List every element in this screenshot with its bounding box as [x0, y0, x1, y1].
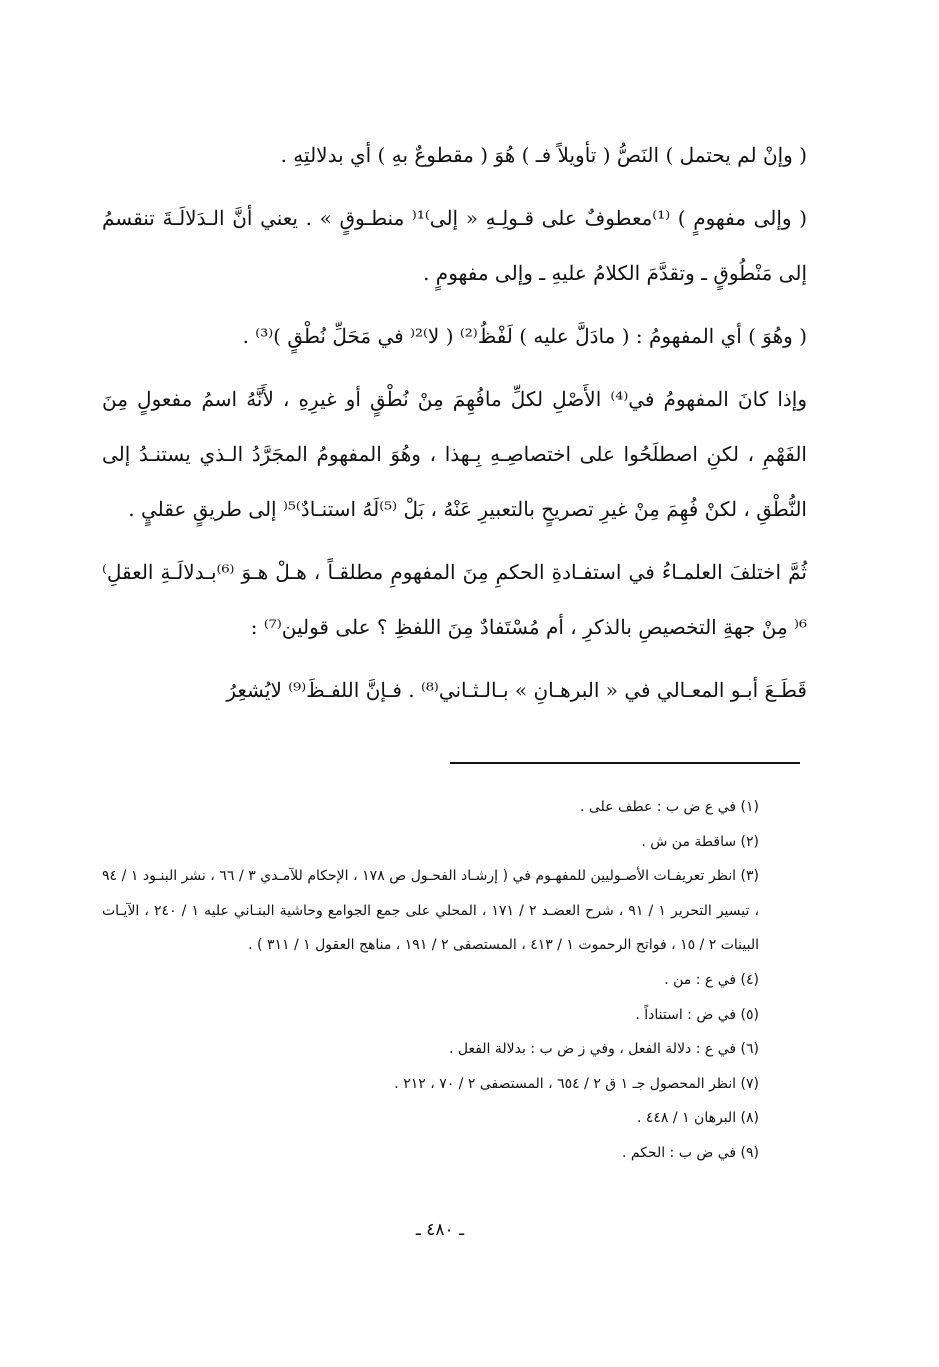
paragraph-2: ( وإلى مفهومٍ ) ⁽¹⁾معطوفٌ على قـولِـهِ « إلى⁾¹⁽ منطـوقٍ » . يعني أنَّ الـدَلالَـةَ تنقسمُ إلى مَنْطُوقٍ ـ وتقدَّمَ الكلامُ عليهِ ـ وإلى مفهومٍ . [102, 206, 808, 285]
main-text [102, 128, 807, 718]
footnote-9: (٩) في ض ب : الحكم . [621, 1144, 759, 1161]
footnote-4: (٤) في ع : من . [664, 971, 759, 988]
footnote-7: (٧) انظر المحصول جـ ١ ق ٢ / ٦٥٤ ، المستصفى ٢ / ٧٠ ، ٢١٢ . [394, 1075, 759, 1092]
paragraph-4: وإذا كانَ المفهومُ في⁽⁴⁾ الأَصْلِ لكلِّ مافُهِمَ مِنْ نُطْقٍ أو غيرِهِ ، لأَنَّهُ اسمُ مفعولٍ مِنَ الفَهْمِ ، لكنِ اصطلَحُوا على اختصاصِـهِ بِـهذا ، وهُوَ المفهومُ المجَرَّدُ الـذي يستنـدُ إلى النُّطْقِ ، لكنْ فُهِمَ مِنْ غيرِ تصريحٍ بالتعبيرِ عَنْهُ ، بَلْ ⁽⁵⁾لَهُ استنـادٌ⁾⁵⁽ إلى طريقٍ عقليٍ . [102, 387, 808, 521]
footnote-5: (٥) في ض : استناداً . [635, 1006, 759, 1023]
paragraph-3: ( وهُوَ ) أي المفهومُ : ( مادَلَّ عليه ) لَفْظُ⁽²⁾ ( لا⁾²⁽ في مَحَلِّ نُطْقٍ )⁽³⁾ . [242, 324, 807, 348]
footnotes [102, 790, 807, 1171]
paragraph-5: ثُمَّ اختلفَ العلمـاءُ في استفـادةِ الحكمِ مِنَ المفهومِ مطلقـاً ، هـلْ هـوَ ⁽⁶⁾بـدلالَـةِ العقلِ⁾⁶⁽ مِنْ جهةِ التخصيصِ بالذكرِ ، أم مُسْتَفادٌ مِنَ اللفظِ ؟ على قولين⁽⁷⁾ : [102, 560, 808, 639]
footnote-2: (٢) ساقطة من ش . [641, 833, 759, 850]
paragraph-1: ( وإنْ لم يحتمل ) النَصُّ ( تأويلاً فـ ) هُوَ ( مقطوعٌ بهِ ) أي بدلالتِهِ . [280, 143, 807, 167]
footnote-3: (٣) انظر تعريفـات الأصـوليين للمفهـوم في ( إرشـاد الفحـول ص ١٧٨ ، الإحكام للآمـدي ٣ / ٦٦ ، نشر البنـود ١ / ٩٤ ، تيسير التحرير ١ / ٩١ ، شرح العضـد ٢ / ١٧١ ، المحلي على جمع الجوامع وحاشية البنـاني عليه ١ / ٢٤٠ ، الآيـات البينات ٢ / ١٥ ، فواتح الرحموت ١ / ٤١٣ ، المستصفى ٢ / ١٩١ ، مناهج العقول ١ / ٣١١ ) . [102, 868, 759, 954]
footnote-separator [450, 762, 800, 764]
footnote-8: (٨) البرهان ١ / ٤٤٨ . [636, 1110, 759, 1127]
paragraph-6: قَطَـعَ أبـو المعـالي في « البرهـانِ » بـالـثـاني⁽⁸⁾ . فـإنَّ اللفـظَ⁽⁹⁾ لايُشعِرُ [226, 678, 807, 702]
footnote-1: (١) في ع ض ب : عطف على . [579, 799, 759, 815]
page-number: ـ ٤٨٠ ـ [415, 1220, 465, 1240]
footnote-6: (٦) في ع : دلالة الفعل ، وفي ز ض ب : بدلالة الفعل . [448, 1041, 759, 1058]
